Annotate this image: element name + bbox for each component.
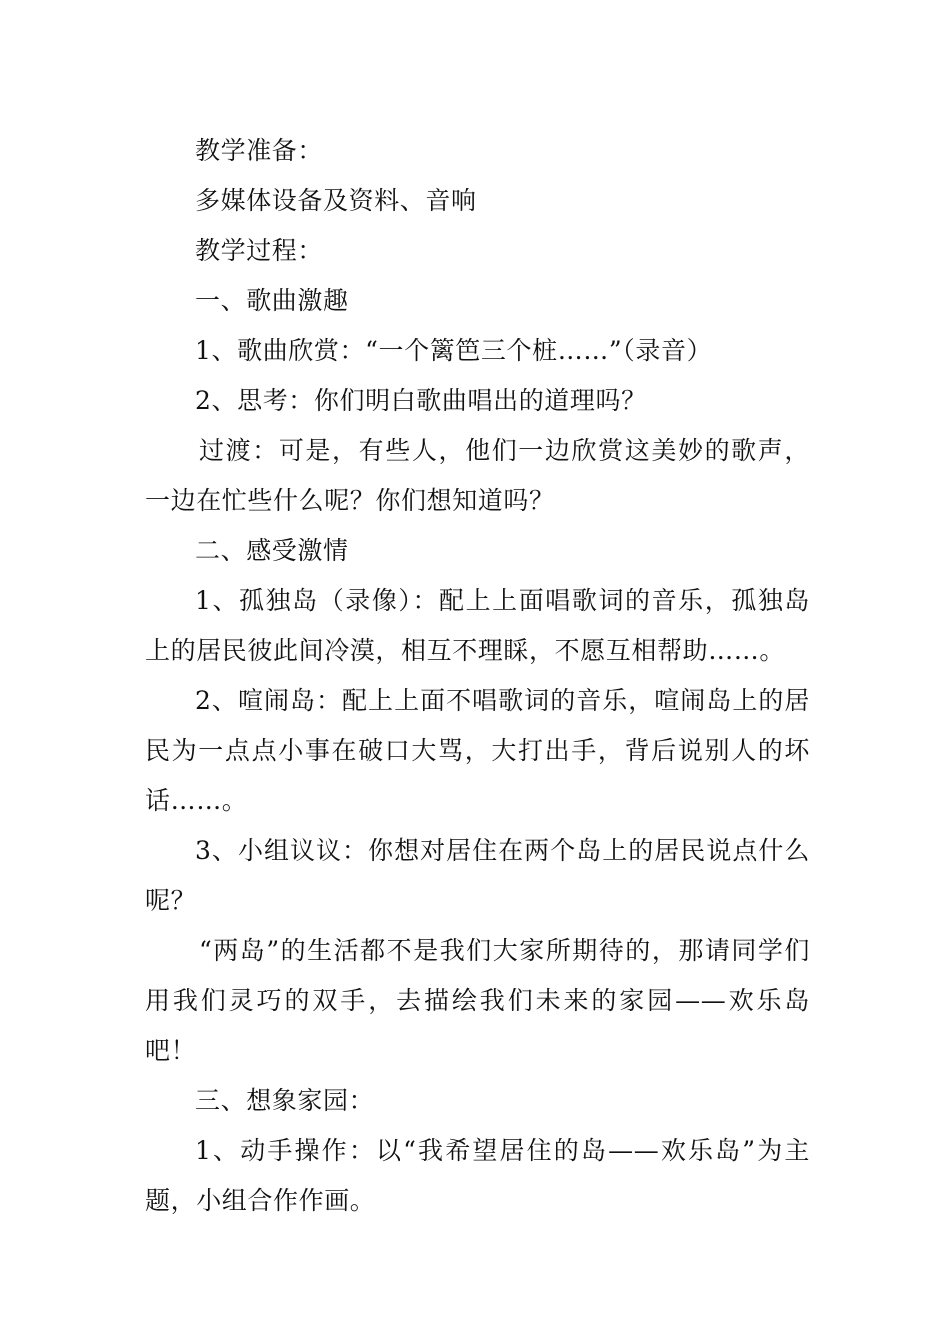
two-islands-paragraph: “两岛”的生活都不是我们大家所期待的，那请同学们用我们灵巧的双手，去描绘我们未来的家园——欢乐岛吧！ [145, 936, 810, 1065]
step-2-3: 3、小组议议：你想对居住在两个岛上的居民说点什么呢？ [145, 836, 810, 915]
document-body [145, 126, 810, 1226]
step-2-1: 1、孤独岛（录像）：配上上面唱歌词的音乐，孤独岛上的居民彼此间冷漠，相互不理睬，不愿互相帮助……。 [145, 586, 810, 665]
heading-process: 教学过程： [195, 236, 324, 265]
heading-preparation: 教学准备： [195, 136, 324, 165]
step-2-2: 2、喧闹岛：配上上面不唱歌词的音乐，喧闹岛上的居民为一点点小事在破口大骂，大打出手，背后说别人的坏话……。 [145, 686, 810, 815]
step-1-2: 2、思考：你们明白歌曲唱出的道理吗？ [195, 386, 647, 415]
preparation-text: 多媒体设备及资料、音响 [195, 186, 477, 215]
transition-paragraph: 过渡：可是，有些人，他们一边欣赏这美妙的歌声，一边在忙些什么呢？你们想知道吗？ [145, 436, 810, 515]
section-heading-2: 二、感受激情 [195, 536, 349, 565]
section-heading-1: 一、歌曲激趣 [195, 286, 349, 315]
step-3-1: 1、动手操作：以“我希望居住的岛——欢乐岛”为主题，小组合作作画。 [145, 1136, 810, 1215]
step-1-1: 1、歌曲欣赏：“一个篱笆三个桩……”（录音） [195, 336, 713, 365]
section-heading-3: 三、想象家园： [195, 1086, 375, 1115]
